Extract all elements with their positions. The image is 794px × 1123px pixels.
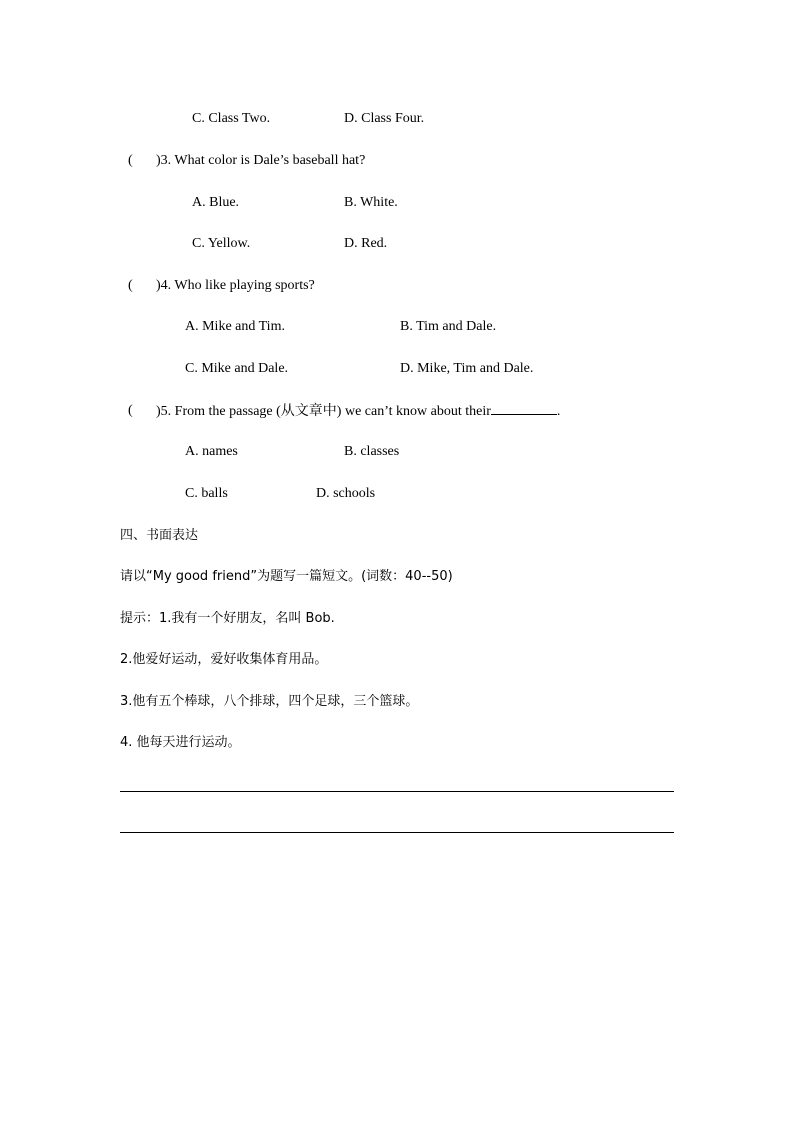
- q4-answer-paren: (: [128, 278, 133, 293]
- hint-2: 2.他爱好运动，爱好收集体育用品。: [120, 652, 328, 667]
- q5-answer-blank[interactable]: [491, 402, 557, 415]
- writing-line[interactable]: [120, 832, 674, 833]
- q3-option-b: B. White.: [344, 195, 398, 210]
- hint-1: 提示：1.我有一个好朋友，名叫 Bob.: [120, 611, 335, 626]
- q5-option-b: B. classes: [344, 444, 400, 459]
- q2-option-c: C. Class Two.: [192, 111, 271, 126]
- hint-4: 4. 他每天进行运动。: [120, 735, 241, 750]
- q3-answer-paren: (: [128, 153, 133, 168]
- q3-stem: )3. What color is Dale’s baseball hat?: [156, 153, 366, 168]
- q5-stem-end: .: [556, 404, 561, 419]
- hint-3: 3.他有五个棒球，八个排球，四个足球，三个篮球。: [120, 694, 419, 709]
- q2-option-d: D. Class Four.: [344, 111, 425, 126]
- q3-option-a: A. Blue.: [192, 195, 240, 210]
- q5-option-d: D. schools: [316, 486, 376, 501]
- section-heading: 四、书面表达: [120, 528, 199, 543]
- q4-option-b: B. Tim and Dale.: [400, 319, 497, 334]
- q5-stem-text: )5. From the passage (从文章中) we can’t know about their: [156, 404, 491, 419]
- q4-option-a: A. Mike and Tim.: [185, 319, 285, 334]
- q4-stem: )4. Who like playing sports?: [156, 278, 315, 293]
- q4-option-d: D. Mike, Tim and Dale.: [400, 361, 534, 376]
- writing-instruction: 请以“My good friend”为题写一篇短文。(词数：40--50): [120, 569, 453, 584]
- q3-option-c: C. Yellow.: [192, 236, 251, 251]
- writing-line[interactable]: [120, 791, 674, 792]
- q5-stem: [156, 402, 560, 421]
- q5-answer-paren: (: [128, 403, 133, 418]
- q4-option-c: C. Mike and Dale.: [185, 361, 289, 376]
- q3-option-d: D. Red.: [344, 236, 388, 251]
- q5-option-a: A. names: [185, 444, 238, 459]
- q5-option-c: C. balls: [185, 486, 228, 501]
